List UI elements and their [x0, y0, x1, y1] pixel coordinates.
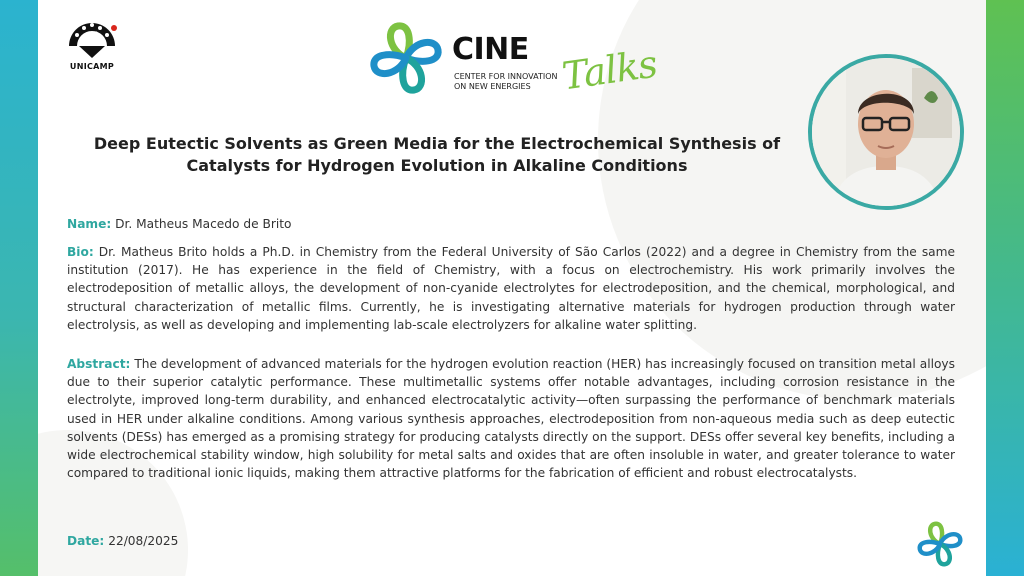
- talk-title-line1: Deep Eutectic Solvents as Green Media for the Electrochemical Synthesis of: [93, 134, 781, 153]
- speaker-portrait-image: [812, 58, 960, 206]
- abstract-label: Abstract:: [67, 357, 131, 371]
- talk-title: [70, 133, 804, 177]
- left-gradient-bar: [0, 0, 38, 576]
- name-label: Name:: [67, 217, 112, 231]
- cine-talks-logo: [368, 20, 668, 106]
- cine-clover-small-icon: [916, 520, 964, 568]
- unicamp-logo: [60, 16, 124, 71]
- event-date-line: [67, 532, 955, 550]
- bio-label: Bio:: [67, 245, 94, 259]
- abstract-text: The development of advanced materials for the hydrogen evolution reaction (HER) has increasingly focused on transition metal alloys due to their superior catalytic performance. These multimetallic systems offer notable advantages, including corrosion resistance in the electrolyte, improved long-term durability, and enhanced electrocatalytic activity—often surpassing the performance of benchmark materials used in HER under alkaline conditions. Among various synthesis approaches, electrodeposition from non-aqueous media such as deep eutectic solvents (DESs) has emerged as a promising strategy for producing catalysts directly on the support. DESs offer several key benefits, including a wide electrochemical stability window, high solubility for metal salts and oxides that are often insoluble in water, and greater tolerance to water compared to traditional ionic liquids, making them attractive platforms for the fabrication of efficient and robust electrocatalysts.: [67, 357, 955, 481]
- speaker-name-line: [67, 215, 955, 233]
- speaker-name: Dr. Matheus Macedo de Brito: [115, 217, 292, 231]
- talk-abstract: [67, 355, 955, 482]
- unicamp-logo-icon: [65, 16, 119, 60]
- cine-wordmark: CINE: [452, 32, 529, 67]
- cine-subtitle-line2: ON NEW ENERGIES: [454, 82, 531, 91]
- cine-clover-icon: [368, 20, 444, 96]
- speaker-bio: [67, 243, 955, 334]
- speaker-portrait: [808, 54, 964, 210]
- cine-subtitle-line1: CENTER FOR INNOVATION: [454, 72, 558, 81]
- unicamp-label: UNICAMP: [69, 62, 115, 71]
- event-date: 22/08/2025: [108, 534, 179, 548]
- cine-subtitle: [454, 72, 574, 92]
- talks-script: Talks: [559, 41, 660, 99]
- bio-text: Dr. Matheus Brito holds a Ph.D. in Chemistry from the Federal University of São Carlos (2022) and a degree in Chemistry from the same institution (2017). He has experience in the field of Chemistry, with a focus on electrochemistry. His work primarily involves the electrodeposition of metallic alloys, the development of non-cyanide electrolytes for electrodeposition, and the chemical, morphological, and structural characterization of metallic films. Currently, he is investigating alternative materials for hydrogen production through water electrolysis, as well as developing and implementing lab-scale electrolyzers for alkaline water splitting.: [67, 245, 956, 332]
- right-gradient-bar: [986, 0, 1024, 576]
- talk-title-line2: Catalysts for Hydrogen Evolution in Alkaline Conditions: [186, 156, 688, 175]
- date-label: Date:: [67, 534, 105, 548]
